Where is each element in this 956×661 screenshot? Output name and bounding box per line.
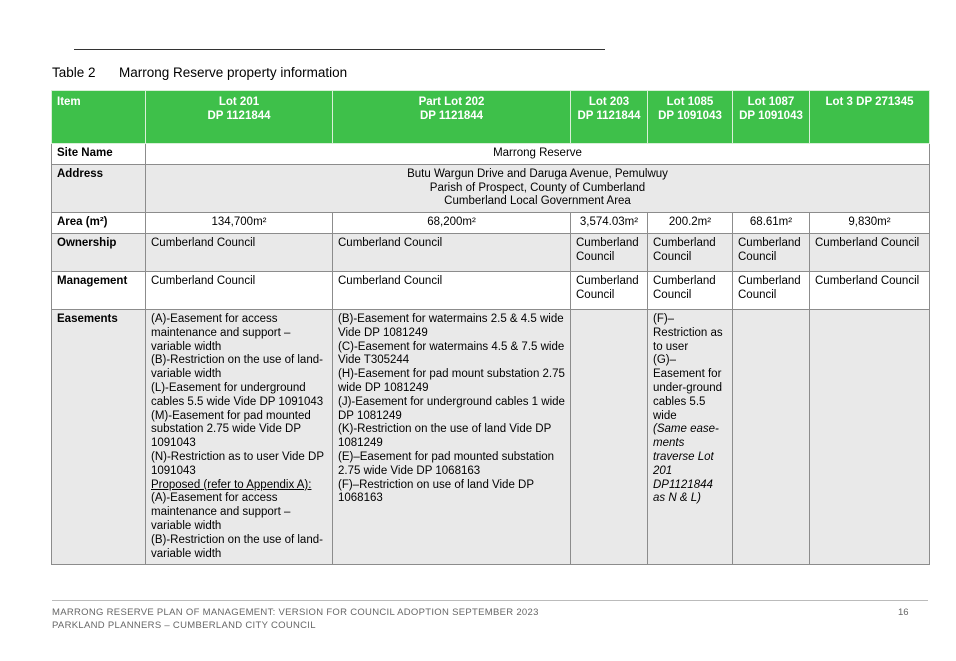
top-rule — [74, 49, 605, 50]
ownership-lot-1087: Cumberland Council — [733, 233, 810, 271]
row-easements — [52, 309, 930, 564]
ownership-lot-1085: Cumberland Council — [648, 233, 733, 271]
label-easements: Easements — [52, 309, 146, 564]
area-lot-1085: 200.2m² — [648, 213, 733, 234]
easement-item: (B)-Restriction on the use of land-variable width — [151, 533, 323, 560]
easements-lot-1087 — [733, 309, 810, 564]
label-management: Management — [52, 271, 146, 309]
footer-line-2: PARKLAND PLANNERS – CUMBERLAND CITY COUNCIL — [52, 619, 316, 631]
easements-lot-3 — [810, 309, 930, 564]
easement-item: (B)-Restriction on the use of land-variable width — [151, 354, 323, 381]
easement-item: (E)–Easement for pad mounted substation 2.75 wide Vide DP 1068163 — [338, 450, 555, 477]
caption-number: Table 2 — [52, 65, 96, 80]
ownership-part-lot-202: Cumberland Council — [333, 233, 571, 271]
caption-title: Marrong Reserve property information — [119, 65, 348, 80]
easement-item: (M)-Easement for pad mounted substation 2.75 wide Vide DP 1091043 — [151, 409, 311, 450]
management-lot-3: Cumberland Council — [810, 271, 930, 309]
row-ownership — [52, 233, 930, 271]
label-area: Area (m²) — [52, 213, 146, 234]
area-lot-3: 9,830m² — [810, 213, 930, 234]
easement-item: (A)-Easement for access maintenance and support – variable width — [151, 312, 291, 353]
header-lot-201: Lot 201 DP 1121844 — [146, 91, 333, 144]
footer-rule — [52, 600, 928, 601]
row-management — [52, 271, 930, 309]
easements-lot-201 — [146, 309, 333, 564]
header-lot-203: Lot 203 DP 1121844 — [571, 91, 648, 144]
ownership-lot-201: Cumberland Council — [146, 233, 333, 271]
ownership-lot-3: Cumberland Council — [810, 233, 930, 271]
header-lot-3: Lot 3 DP 271345 — [810, 91, 930, 144]
page-footer — [52, 607, 539, 632]
proposed-heading: Proposed (refer to Appendix A): — [151, 478, 312, 491]
easement-item: (N)-Restriction as to user Vide DP 1091043 — [151, 450, 324, 477]
easements-part-lot-202 — [333, 309, 571, 564]
header-lot-1087: Lot 1087 DP 1091043 — [733, 91, 810, 144]
management-lot-1087: Cumberland Council — [733, 271, 810, 309]
site-name-value: Marrong Reserve — [146, 144, 930, 165]
easements-lot-1085 — [648, 309, 733, 564]
footer-line-1: MARRONG RESERVE PLAN OF MANAGEMENT: VERSION FOR COUNCIL ADOPTION SEPTEMBER 2023 — [52, 607, 539, 618]
header-lot-1085: Lot 1085 DP 1091043 — [648, 91, 733, 144]
easement-item: (G)–Easement for under-ground cables 5.5 wide — [653, 354, 723, 422]
management-lot-203: Cumberland Council — [571, 271, 648, 309]
row-area — [52, 213, 930, 234]
area-lot-1087: 68.61m² — [733, 213, 810, 234]
property-table — [51, 90, 930, 565]
easement-item: (C)-Easement for watermains 4.5 & 7.5 wide Vide T305244 — [338, 340, 565, 367]
area-part-lot-202: 68,200m² — [333, 213, 571, 234]
management-lot-1085: Cumberland Council — [648, 271, 733, 309]
page-number: 16 — [898, 607, 909, 618]
easement-item: (F)–Restriction on use of land Vide DP 1068163 — [338, 478, 534, 505]
easement-item: (A)-Easement for access maintenance and support – variable width — [151, 492, 291, 532]
easement-item: (K)-Restriction on the use of land Vide DP 1081249 — [338, 423, 552, 450]
header-item: Item — [52, 91, 146, 144]
address-value: Butu Wargun Drive and Daruga Avenue, Pemulwuy Parish of Prospect, County of Cumberland Cumberland Local Government Area — [146, 164, 930, 212]
management-part-lot-202: Cumberland Council — [333, 271, 571, 309]
easement-note: (Same ease-ments traverse Lot 201 DP1121844 as N & L) — [653, 423, 719, 505]
header-row — [52, 91, 930, 144]
header-part-lot-202: Part Lot 202 DP 1121844 — [333, 91, 571, 144]
row-site-name — [52, 144, 930, 165]
area-lot-201: 134,700m² — [146, 213, 333, 234]
easement-item: (J)-Easement for underground cables 1 wide DP 1081249 — [338, 395, 565, 422]
easement-item: (F)–Restriction as to user — [653, 312, 723, 353]
easement-item: (B)-Easement for watermains 2.5 & 4.5 wide Vide DP 1081249 — [338, 312, 564, 339]
easement-item: (H)-Easement for pad mount substation 2.75 wide DP 1081249 — [338, 368, 565, 394]
row-address — [52, 164, 930, 212]
area-lot-203: 3,574.03m² — [571, 213, 648, 234]
label-site-name: Site Name — [52, 144, 146, 165]
table-caption — [52, 65, 347, 80]
easement-item: (L)-Easement for underground cables 5.5 wide Vide DP 1091043 — [151, 381, 324, 408]
ownership-lot-203: Cumberland Council — [571, 233, 648, 271]
label-address: Address — [52, 164, 146, 212]
label-ownership: Ownership — [52, 233, 146, 271]
easements-lot-203 — [571, 309, 648, 564]
management-lot-201: Cumberland Council — [146, 271, 333, 309]
